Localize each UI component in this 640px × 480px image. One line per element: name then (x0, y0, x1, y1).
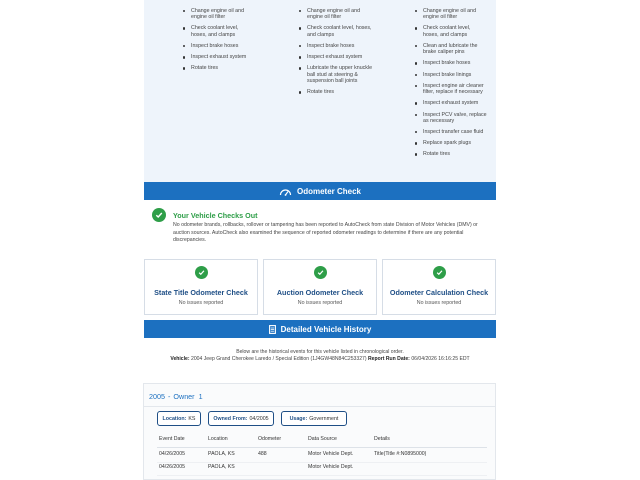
list-item: Change engine oil and engine oil filter (299, 8, 375, 21)
list-item: Rotate tires (299, 89, 375, 95)
list-item: Inspect brake hoses (299, 43, 375, 49)
column-header-event-date: Event Date (159, 436, 185, 442)
list-item: Clean and lubricate the brake caliper pins (415, 43, 487, 56)
list-item: Rotate tires (183, 65, 255, 71)
table-cell: 488 (258, 451, 267, 457)
column-header-data-source: Data Source (308, 436, 337, 442)
owner-year: 2005 (149, 392, 165, 401)
maintenance-column-1 (183, 8, 255, 77)
column-header-details: Details (374, 436, 390, 442)
maintenance-column-2 (299, 8, 375, 100)
usage-value: Government (309, 415, 339, 422)
card-status: No issues reported (297, 300, 343, 306)
report-run-date-label: Report Run Date: (368, 356, 410, 362)
location-label: Location: (162, 415, 187, 422)
card-title: State Title Odometer Check (154, 288, 248, 297)
check-circle-icon (152, 208, 166, 222)
owned-from-badge (208, 411, 274, 426)
table-row (157, 464, 487, 476)
checks-out-heading: Your Vehicle Checks Out (173, 211, 258, 220)
state-title-odometer-card (144, 259, 258, 315)
list-item: Replace spark plugs (415, 140, 487, 146)
owned-from-label: Owned From: (213, 415, 248, 422)
list-item: Check coolant level, hoses, and clamps (183, 25, 255, 38)
history-table-header (157, 436, 487, 448)
list-item: Change engine oil and engine oil filter (415, 8, 487, 21)
table-row (157, 451, 487, 463)
history-intro: Below are the historical events for this vehicle listed in chronological order. (236, 349, 404, 355)
list-item: Inspect transfer case fluid (415, 129, 487, 135)
table-cell: Motor Vehicle Dept. (308, 451, 354, 457)
check-circle-icon (314, 266, 327, 279)
maintenance-column-3 (415, 8, 487, 163)
vehicle-history-title: Detailed Vehicle History (280, 324, 372, 334)
owned-from-value: 04/2005 (249, 415, 269, 422)
list-item: Check coolant level, hoses, and clamps (299, 25, 375, 38)
location-badge (157, 411, 201, 426)
table-cell: PAOLA, KS (208, 464, 235, 470)
check-circle-icon (195, 266, 208, 279)
table-cell: PAOLA, KS (208, 451, 235, 457)
column-header-location: Location (208, 436, 228, 442)
table-cell: 04/26/2005 (159, 464, 185, 470)
owner-block (143, 383, 496, 480)
list-item: Inspect engine air cleaner filter, replace if necessary (415, 83, 487, 96)
list-item: Inspect exhaust system (299, 54, 375, 60)
vehicle-label: Vehicle: (170, 356, 190, 362)
card-title: Odometer Calculation Check (389, 288, 489, 297)
auction-odometer-card (263, 259, 377, 315)
divider (144, 406, 495, 407)
location-value: KS (188, 415, 196, 422)
table-cell: Title(Title #:N0895000) (374, 451, 427, 457)
table-cell: Motor Vehicle Dept. (308, 464, 354, 470)
table-cell: 04/26/2005 (159, 451, 185, 457)
owner-label: Owner (173, 392, 195, 401)
column-header-odometer: Odometer (258, 436, 282, 442)
list-item: Inspect exhaust system (415, 100, 487, 106)
history-vehicle-info (144, 356, 496, 362)
list-item: Inspect PCV valve, replace as necessary (415, 112, 487, 125)
gauge-icon (279, 187, 292, 196)
owner-heading[interactable] (149, 392, 203, 401)
odometer-section-header (144, 182, 496, 200)
list-item: Rotate tires (415, 151, 487, 157)
owner-number: 1 (198, 392, 203, 401)
document-icon (269, 325, 276, 334)
list-item: Inspect exhaust system (183, 54, 255, 60)
list-item: Lubricate the upper knuckle ball stud at steering & suspension ball joints (299, 65, 375, 84)
list-item: Check coolant level, hoses, and clamps (415, 25, 487, 38)
list-item: Inspect brake hoses (183, 43, 255, 49)
odometer-calculation-card (382, 259, 496, 315)
vehicle-history-section-header (144, 320, 496, 338)
checks-out-description: No odometer brands, rollbacks, rollover or tampering has been reported to AutoCheck from state Division of Motor Vehicles (DMV) or auction sources. AutoCheck also examined the sequence of reported odometer readings to determine if there are any potential discrepancies. (173, 222, 478, 243)
list-item: Change engine oil and engine oil filter (183, 8, 255, 21)
card-status: No issues reported (178, 300, 224, 306)
vehicle-value: 2004 Jeep Grand Cherokee Laredo / Special Edition (1J4GW48N84C253327) (191, 356, 367, 362)
report-run-date-value: 06/04/2026 16:16:25 EDT (411, 356, 470, 362)
owner-separator: - (168, 392, 171, 401)
check-circle-icon (433, 266, 446, 279)
list-item: Inspect brake hoses (415, 60, 487, 66)
list-item: Inspect brake linings (415, 72, 487, 78)
usage-label: Usage: (289, 415, 308, 422)
card-status: No issues reported (416, 300, 462, 306)
odometer-section-title: Odometer Check (296, 186, 362, 196)
maintenance-panel (144, 0, 496, 182)
usage-badge (281, 411, 347, 426)
card-title: Auction Odometer Check (276, 288, 364, 297)
